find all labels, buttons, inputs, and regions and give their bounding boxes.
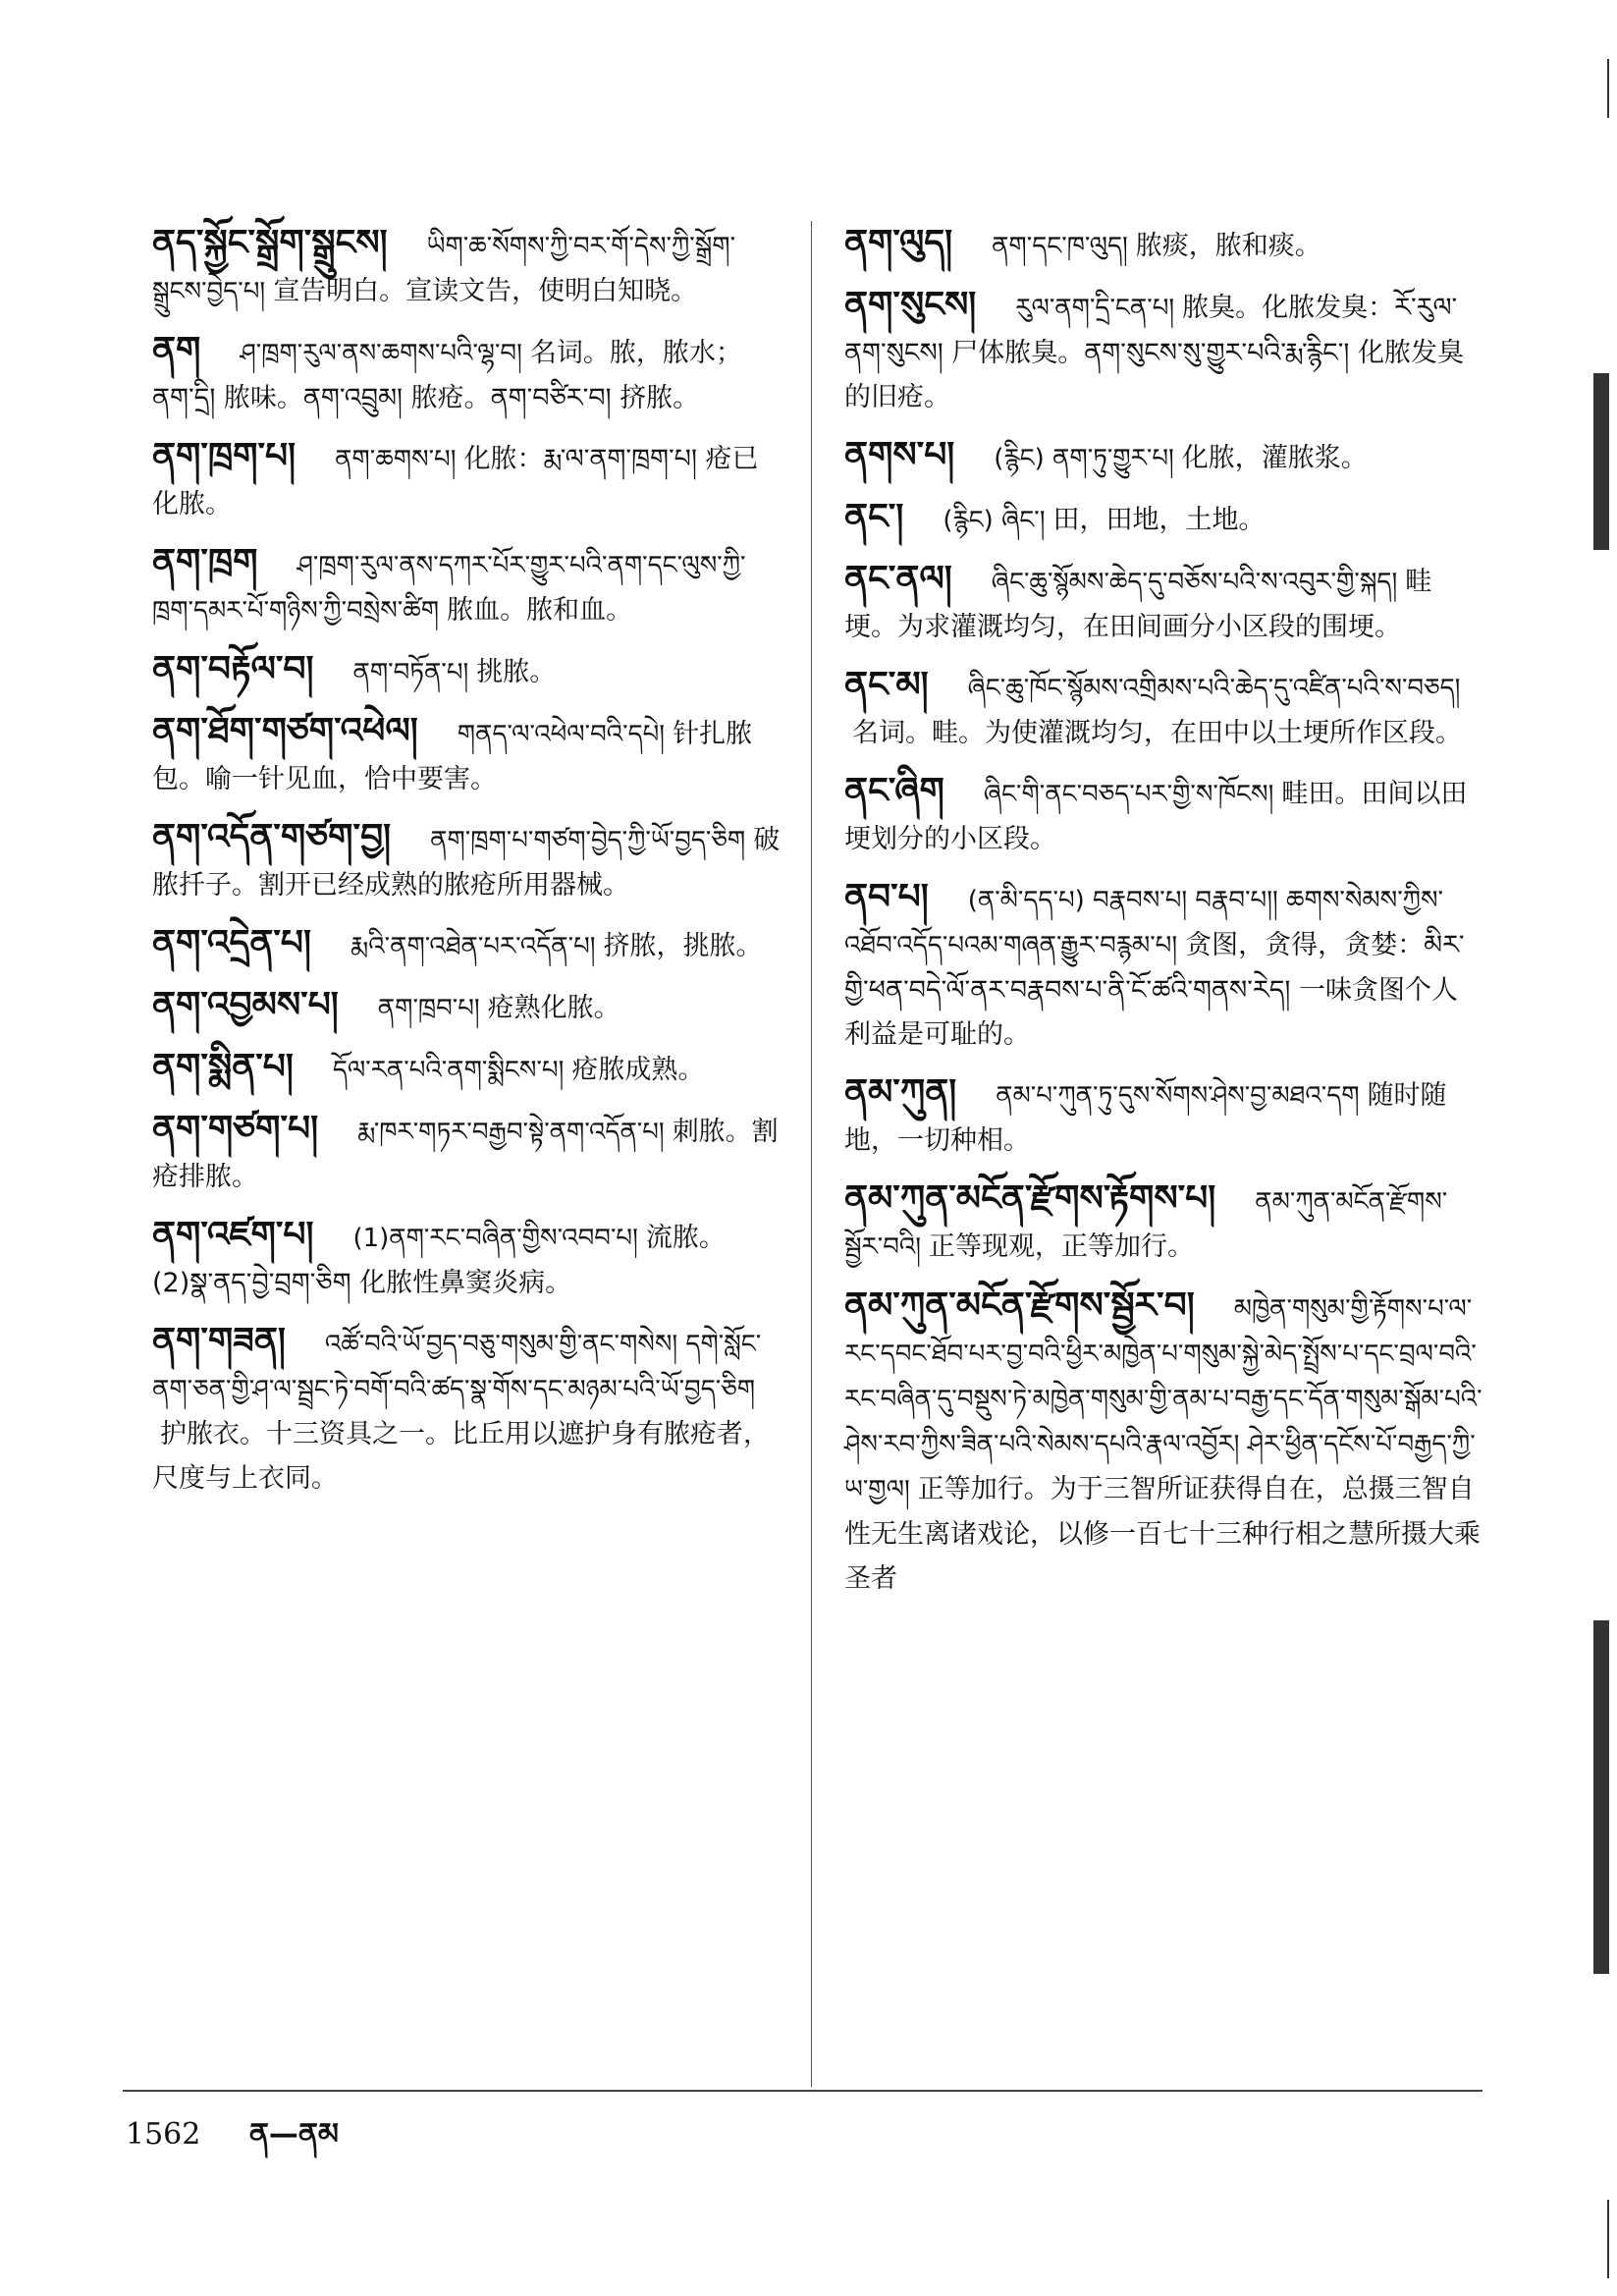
entry-tibetan-definition: རུལ་ནག་དྲི་ངན་པ། <box>1015 294 1175 323</box>
entry-headword: ནག་སྨིན་པ། <box>152 1047 294 1087</box>
edge-mark <box>1607 59 1609 118</box>
entry-tibetan-definition: ཡིག་ཆ་སོགས་ཀྱི་བར་གོ་དེས་ཀྱི་སྒྲོག་སྒྲུངས་བྱེད་པ། <box>152 232 736 306</box>
page-footer <box>126 2102 339 2184</box>
dictionary-entry <box>152 1319 781 1501</box>
entry-headword: ནམ་ཀུན་མངོན་རྫོགས་སྦྱོར་བ། <box>844 1285 1195 1326</box>
dictionary-entry <box>152 434 781 526</box>
dictionary-entry <box>844 557 1482 649</box>
entry-headword: ནག་གཟན། <box>152 1321 286 1361</box>
entry-chinese-definition: 畦田。田间以田埂划分的小区段。 <box>844 779 1468 854</box>
dictionary-entry <box>152 1213 781 1305</box>
entry-chinese-definition: 贪图，贪得，贪婪：མིར་གྱི་ཕན་བདེ་ལོ་ནར་བརྣབས་པ་ནི་ངོ་ཚའི་གནས་རེད། 一味贪图个人利益是可耻的。 <box>844 930 1465 1050</box>
dictionary-entry <box>844 433 1482 481</box>
entry-headword: ནག་འདོན་གཙག་བྱ། <box>152 817 392 857</box>
entry-chinese-definition: 挑脓。 <box>476 657 557 687</box>
entry-headword: ནག་འཛག་པ། <box>152 1215 314 1255</box>
entry-tibetan-definition: མཁྱེན་གསུམ་གྱི་རྟོགས་པ་ལ་རང་དབང་ཐོབ་པར་བྱ་བའི་ཕྱིར་མཁྱེན་པ་གསུམ་སྐྱེ་མེད་སྤྲོས་པ་དང་བྲལ་བའི་རང་བཞིན་དུ་བསྡུས་ཏེ་མཁྱེན་གསུམ་གྱི་ནམ་པ་བརྒྱ་དང་དོན་གསུམ་སྒོམ་པའི་ཤེས་རབ་ཀྱིས་ཟིན་པའི་སེམས་དཔའི་རྣལ་འབྱོར། ཤེར་ཕྱིན་དངོས་པོ་བརྒྱད་ཀྱི་ཡ་གྱལ། <box>844 1294 1482 1504</box>
entry-headword: ནང་ཞིག <box>844 771 944 811</box>
dictionary-entry <box>844 283 1482 419</box>
entry-chinese-definition: 脓血。脓和血。 <box>447 595 633 626</box>
dictionary-entry <box>844 1070 1482 1163</box>
entry-chinese-definition: 化脓：རྨ་ལ་ནག་ཁྲག་པ། 疮已化脓。 <box>152 444 759 519</box>
entry-tibetan-definition: (རྙིང) ཞིང་། <box>943 506 1046 535</box>
entry-tibetan-definition: རྨ་ཁར་གཏར་བརྒྱབ་སྟེ་ནག་འདོན་པ། <box>357 1118 665 1147</box>
entry-tibetan-definition: ཞིང་ཆུ་སྙོམས་ཆེད་དུ་བཅོས་པའི་ས་འབུར་གྱི་སྐད། <box>991 568 1398 597</box>
entry-range: ན—ནམ <box>248 2117 339 2152</box>
entry-chinese-definition: 随时随地，一切种相。 <box>844 1080 1447 1156</box>
entry-headword: ནག་ཁྲག་པ། <box>152 436 296 476</box>
entry-tibetan-definition: ནམ་པ་ཀུན་ཏུ་དུས་སོགས་ཤེས་བྱ་མཐའ་དག <box>996 1081 1360 1111</box>
entry-chinese-definition: 化脓，灌脓浆。 <box>1181 443 1368 473</box>
dictionary-entry <box>152 983 781 1031</box>
dictionary-entry <box>152 221 781 314</box>
entry-tibetan-definition: ནག་ཆགས་པ། <box>335 445 457 474</box>
entry-tibetan-definition: ནམ་ཀུན་མངོན་རྫོགས་སྦྱོར་བའི། <box>844 1187 1448 1262</box>
entry-chinese-definition: 名词。畦。为使灌溉均匀，在田中以土埂所作区段。 <box>852 718 1462 748</box>
dictionary-entry <box>152 647 781 695</box>
dictionary-entry <box>152 815 781 907</box>
dictionary-entry <box>844 663 1482 755</box>
dictionary-entry <box>152 1045 781 1093</box>
entry-chinese-definition: 正等加行。为于三智所证获得自在，总摄三智自性无生离诸戏论，以修一百七十三种行相之慧所摄大乘圣者 <box>844 1474 1481 1594</box>
entry-headword: ནག་ཁྲག <box>152 542 258 582</box>
entry-headword: ནག་གཙག་པ། <box>152 1109 319 1149</box>
entry-chinese-definition: 疮脓成熟。 <box>571 1055 705 1085</box>
entry-tibetan-definition: ནག་དང་ཁ་ལུད། <box>992 232 1128 261</box>
scan-edge-marks <box>1588 0 1617 2296</box>
entry-headword: ནམ་ཀུན་མངོན་རྫོགས་རྟོགས་པ། <box>844 1178 1216 1219</box>
entry-chinese-definition: 田，田地，土地。 <box>1052 505 1266 535</box>
dictionary-entry <box>844 1176 1482 1270</box>
entry-chinese-definition: 正等现观，正等加行。 <box>929 1231 1195 1262</box>
entry-headword: ནག་ཐོག་གཙག་འཕེལ། <box>152 711 418 751</box>
entry-chinese-definition: 宣告明白。宣读文告，使明白知晓。 <box>273 276 698 306</box>
entry-chinese-definition: 破脓扦子。割开已经成熟的脓疮所用器械。 <box>152 825 781 901</box>
entry-tibetan-definition: ནག་ཁྲབ་པ། <box>377 994 480 1023</box>
entry-tibetan-definition: (ན་མི་དད་པ) བརྣབས་པ། བརྣབ་པ།། ཆགས་སེམས་ཀྱིས་འཐོབ་འདོད་པའམ་གཞན་རྒྱུར་བརྙམ་པ། <box>844 886 1443 960</box>
left-column <box>152 221 781 1514</box>
entry-tibetan-definition: འཚོ་བའི་ཡོ་བྱད་བཅུ་གསུམ་གྱི་ནང་གསེས། དགེ་སློང་ནག་ཅན་གྱི་ཤ་ལ་སྦྲང་ཏེ་བགོ་བའི་ཚད་སྣ་གོས་དང་མཉམ་པའི་ཡོ་བྱད་ཅིག <box>152 1330 762 1404</box>
entry-chinese-definition: 护脓衣。十三资具之一。比丘用以遮护身有脓疮者，尺度与上衣同。 <box>152 1419 770 1494</box>
entry-chinese-definition: 名词。脓，脓水；ནག་དྲི། 脓味。ནག་འབྲུམ། 脓疮。ནག་བཙིར་བ། 挤脓。 <box>152 338 742 413</box>
column-divider <box>811 221 812 2087</box>
dictionary-entry <box>152 921 781 969</box>
entry-chinese-definition: 挤脓，挑脓。 <box>603 931 763 961</box>
dictionary-entry <box>152 540 781 633</box>
entry-headword: ནང་། <box>844 497 904 537</box>
dictionary-entry <box>844 221 1482 269</box>
entry-headword: ནང་ནལ། <box>844 559 952 599</box>
dictionary-entry <box>152 328 781 420</box>
entry-chinese-definition: 刺脓。割疮排脓。 <box>152 1117 779 1192</box>
entry-headword: ནང་མ། <box>844 665 929 705</box>
entry-chinese-definition: 脓臭。化脓发臭：རོ་རུལ་ནག་སུངས། 尸体脓臭。ནག་སུངས་སུ་གྱུར་པའི་རྨ་རྙིང་། 化脓发臭的旧疮。 <box>844 293 1465 412</box>
entry-headword: ནག་བརྟོལ་བ། <box>152 649 314 689</box>
dictionary-entry <box>844 495 1482 543</box>
entry-tibetan-definition: གནད་ལ་འཕེལ་བའི་དཔེ། <box>457 720 666 749</box>
entry-tibetan-definition: ནག་བཏོན་པ། <box>352 658 469 687</box>
edge-mark <box>1593 373 1609 550</box>
page-number: 1562 <box>126 2117 201 2152</box>
dictionary-entry <box>152 1107 781 1199</box>
entry-headword: ནབ་པ། <box>844 877 929 917</box>
right-column <box>844 221 1482 1614</box>
entry-tibetan-definition: ཤ་ཁྲག་རུལ་ནས་ཆགས་པའི་ལྷ་བ། <box>240 339 522 368</box>
entry-headword: ནམ་ཀུན། <box>844 1072 957 1113</box>
dictionary-entry <box>844 769 1482 861</box>
dictionary-entry <box>844 1284 1482 1601</box>
dictionary-entry <box>152 709 781 801</box>
entry-headword: ནག་འབྱམས་པ། <box>152 985 339 1025</box>
entry-tibetan-definition: ནག་ཁྲག་པ་གཙག་བྱེད་ཀྱི་ཡོ་བྱད་ཅིག <box>430 826 746 855</box>
entry-chinese-definition: 流脓。(2)སྣ་ནད་བྱེ་བྲག་ཅིག 化脓性鼻窦炎病。 <box>152 1223 726 1298</box>
entry-tibetan-definition: ཞིང་གི་ནང་བཅད་པར་གྱི་ས་ཁོངས། <box>983 780 1274 809</box>
entry-tibetan-definition: དོལ་རན་པའི་ནག་སྨིངས་པ། <box>332 1056 565 1085</box>
entry-chinese-definition: 畦埂。为求灌溉均匀，在田间画分小区段的围埂。 <box>844 567 1432 642</box>
entry-chinese-definition: 脓痰，脓和痰。 <box>1135 231 1321 261</box>
footer-rule <box>123 2090 1482 2092</box>
dictionary-entry <box>844 875 1482 1057</box>
edge-mark <box>1593 1620 1609 1974</box>
entry-tibetan-definition: (རྙིང) ནག་ཏུ་གྱུར་པ། <box>994 444 1174 473</box>
entry-headword: ནག་ལུད། <box>844 223 953 263</box>
entry-headword: ནག <box>152 330 201 370</box>
entry-headword: ནད་སྐྱོང་སྒྲོག་སྒྲུངས། <box>152 223 388 263</box>
entry-tibetan-definition: ཞིང་ཆུ་ཁོང་སྙོམས་འགྲིམས་པའི་ཆེད་དུ་འཛིན་པའི་ས་བཅད། <box>967 674 1461 703</box>
entry-headword: ནགས་པ། <box>844 435 955 475</box>
entry-tibetan-definition: ཤ་ཁྲག་རུལ་ནས་དཀར་པོར་གྱུར་པའི་ནག་དང་ལུས་ཀྱི་ཁྲག་དམར་པོ་གཉིས་ཀྱི་བསྲེས་ཚིག <box>152 551 746 626</box>
entry-chinese-definition: 针扎脓包。喻一针见血，恰中要害。 <box>152 719 753 794</box>
entry-chinese-definition: 疮熟化脓。 <box>487 993 620 1023</box>
entry-tibetan-definition: རྨའི་ནག་འཐེན་པར་འདོན་པ། <box>350 932 596 961</box>
entry-headword: ནག་འདྲེན་པ། <box>152 923 312 963</box>
entry-tibetan-definition: (1)ནག་རང་བཞིན་གྱིས་འབབ་པ། <box>352 1224 638 1253</box>
edge-mark <box>1607 2200 1609 2278</box>
entry-headword: ནག་སུངས། <box>844 285 977 325</box>
